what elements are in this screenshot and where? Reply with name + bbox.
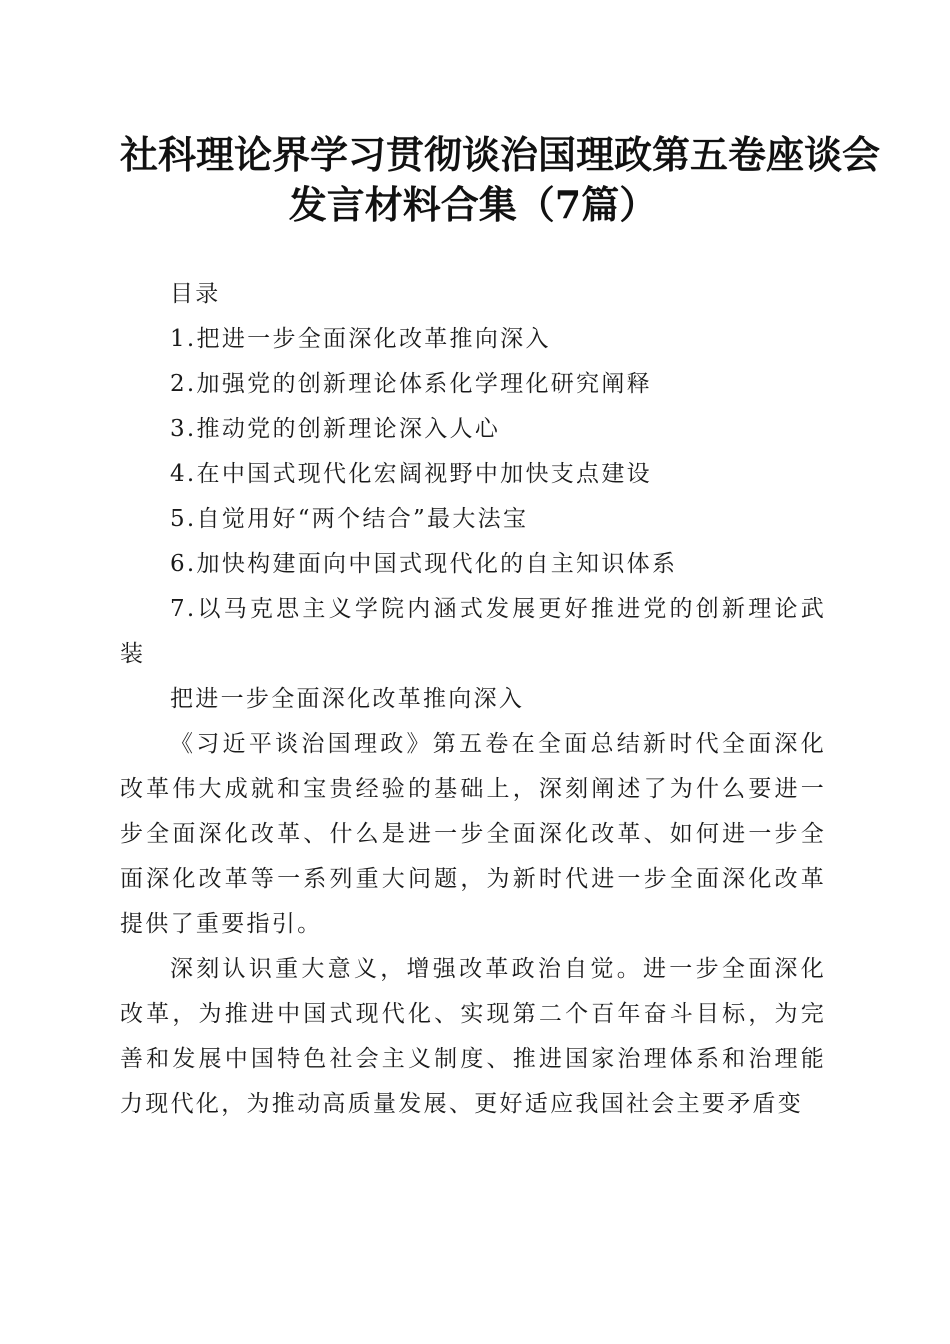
section-heading: 把进一步全面深化改革推向深入	[170, 686, 525, 712]
toc-item-6: 6.加快构建面向中国式现代化的自主知识体系	[170, 551, 678, 577]
toc-item-3: 3.推动党的创新理论深入人心	[170, 416, 501, 442]
body-paragraph-1: 《习近平谈治国理政》第五卷在全面总结新时代全面深化改革伟大成就和宝贵经验的基础上，深刻阐述了为什么要进一步全面深化改革、什么是进一步全面深化改革、如何进一步全面深化改革等一系列重大问题，为新时代进一步全面深化改革提供了重要指引。	[120, 731, 826, 937]
toc-heading: 目录	[170, 281, 221, 307]
title-line-1: 社科理论界学习贯彻谈治国理政第五卷座谈会	[120, 132, 881, 177]
toc-item-5: 5.自觉用好“两个结合”最大法宝	[170, 506, 529, 532]
body-paragraph-2: 深刻认识重大意义，增强改革政治自觉。进一步全面深化改革，为推进中国式现代化、实现第二个百年奋斗目标，为完善和发展中国特色社会主义制度、推进国家治理体系和治理能力现代化，为推动高质量发展、更好适应我国社会主要矛盾变	[120, 956, 826, 1117]
toc-item-1: 1.把进一步全面深化改革推向深入	[170, 326, 551, 352]
document-body	[120, 272, 826, 1127]
document-page	[120, 130, 881, 1127]
toc-item-7: 7.以马克思主义学院内涵式发展更好推进党的创新理论武装	[120, 596, 826, 667]
document-title	[120, 130, 881, 230]
toc-item-2: 2.加强党的创新理论体系化学理化研究阐释	[170, 371, 652, 397]
title-line-2: 发言材料合集（7篇）	[288, 182, 658, 227]
toc-item-4: 4.在中国式现代化宏阔视野中加快支点建设	[170, 461, 652, 487]
